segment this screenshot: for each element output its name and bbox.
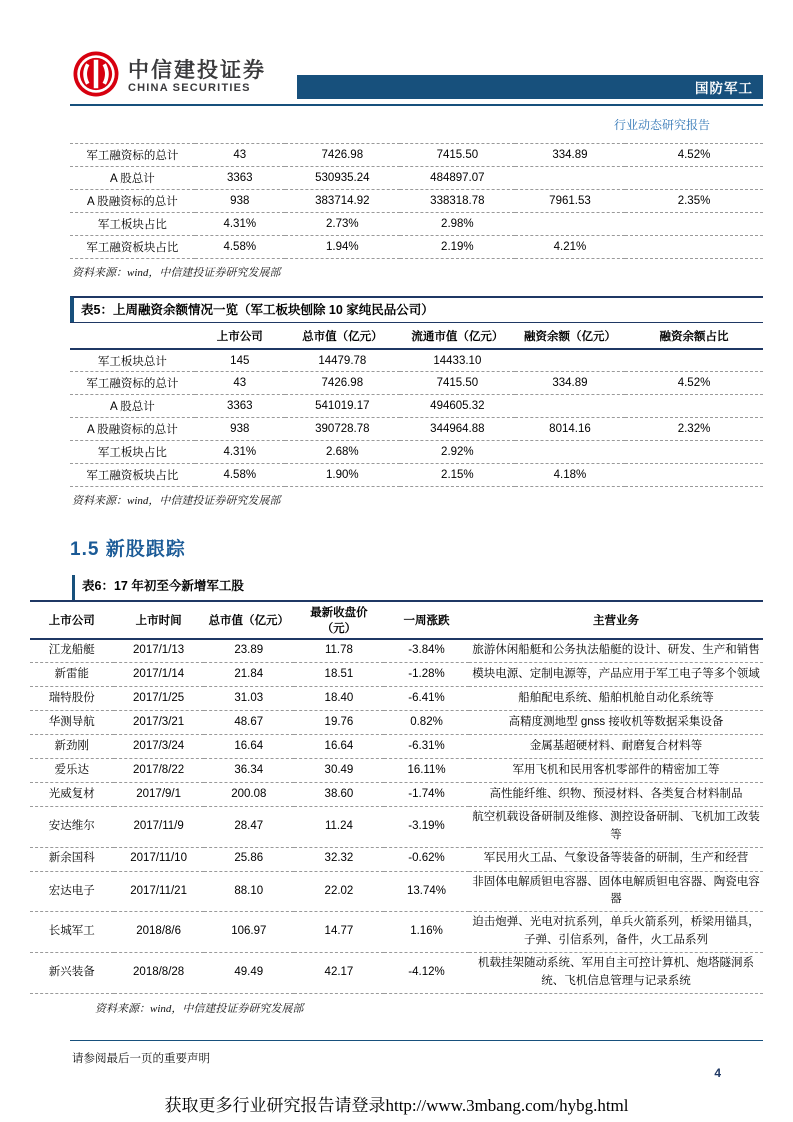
table-cell: -3.84% xyxy=(384,639,469,663)
table-cell: A 股融资标的总计 xyxy=(70,190,195,213)
table-cell: 7426.98 xyxy=(285,144,400,167)
table-header-cell: 一周涨跌 xyxy=(384,601,469,639)
table-cell: 4.58% xyxy=(195,236,285,259)
table-cell: 14479.78 xyxy=(285,349,400,372)
main-content xyxy=(30,143,763,1016)
table5-source: 资料来源：wind，中信建投证券研究发展部 xyxy=(72,495,281,508)
table-header-cell: 上市时间 xyxy=(114,601,204,639)
table-cell: 军工板块占比 xyxy=(70,441,195,464)
table-cell: 42.17 xyxy=(294,952,384,993)
table-cell: 541019.17 xyxy=(285,395,400,418)
table-cell xyxy=(625,395,763,418)
table-cell xyxy=(625,167,763,190)
table-cell: 瑞特股份 xyxy=(30,687,114,711)
table-header-row xyxy=(30,601,763,639)
table-row xyxy=(70,395,763,418)
table-cell: 2018/8/28 xyxy=(114,952,204,993)
table-cell: 8014.16 xyxy=(515,418,625,441)
table-cell: 长城军工 xyxy=(30,912,114,953)
table-cell: -3.19% xyxy=(384,807,469,848)
table-cell: 2.19% xyxy=(400,236,515,259)
company-name-cn: 中信建投证券 xyxy=(128,58,266,82)
table-cell: 2018/8/6 xyxy=(114,912,204,953)
table-cell: 2.98% xyxy=(400,213,515,236)
table-cell xyxy=(625,213,763,236)
table-header-cell: 最新收盘价（元） xyxy=(294,601,384,639)
footer-disclaimer: 请参阅最后一页的重要声明 xyxy=(72,1053,210,1065)
table-cell: A 股总计 xyxy=(70,167,195,190)
table-cell: 江龙船艇 xyxy=(30,639,114,663)
table-row xyxy=(30,639,763,663)
table-cell: 船舶配电系统、船舶机舱自动化系统等 xyxy=(469,687,763,711)
table-cell: 383714.92 xyxy=(285,190,400,213)
table-cell: -1.74% xyxy=(384,783,469,807)
table-cell: 光威复材 xyxy=(30,783,114,807)
table-row xyxy=(30,871,763,912)
table6-block xyxy=(30,575,763,1015)
category-banner xyxy=(297,75,763,99)
table-cell: 4.58% xyxy=(195,464,285,487)
table-cell: 2.15% xyxy=(400,464,515,487)
table-cell: -6.41% xyxy=(384,687,469,711)
table-cell: 484897.07 xyxy=(400,167,515,190)
table-row xyxy=(70,441,763,464)
table-row xyxy=(30,687,763,711)
table5 xyxy=(70,322,763,487)
table-cell: 华测导航 xyxy=(30,711,114,735)
table-row xyxy=(70,236,763,259)
table-cell: 49.49 xyxy=(204,952,294,993)
table-row xyxy=(70,418,763,441)
table-header-cell xyxy=(70,323,195,349)
table-cell: 金属基超硬材料、耐磨复合材料等 xyxy=(469,735,763,759)
table-cell: 2017/11/21 xyxy=(114,871,204,912)
table5-title: 表5：上周融资余额情况一览（军工板块刨除 10 家纯民品公司） xyxy=(70,296,763,322)
table-cell: 军民用火工品、气象设备等装备的研制，生产和经营 xyxy=(469,847,763,871)
table-cell: 军工融资板块占比 xyxy=(70,464,195,487)
table-cell: 88.10 xyxy=(204,871,294,912)
table-cell xyxy=(515,349,625,372)
category-label: 国防军工 xyxy=(695,81,753,96)
header-divider xyxy=(70,104,763,106)
table-cell: 2017/1/13 xyxy=(114,639,204,663)
table-cell: 14.77 xyxy=(294,912,384,953)
table-row xyxy=(70,464,763,487)
table-cell: 145 xyxy=(195,349,285,372)
table-cell: 2017/1/14 xyxy=(114,663,204,687)
table-row xyxy=(70,349,763,372)
table-cell: 48.67 xyxy=(204,711,294,735)
table-cell: 11.78 xyxy=(294,639,384,663)
table-cell xyxy=(625,236,763,259)
table-row xyxy=(30,912,763,953)
table-cell: 高精度测地型 gnss 接收机等数据采集设备 xyxy=(469,711,763,735)
table-cell: 新雷能 xyxy=(30,663,114,687)
table-row xyxy=(30,711,763,735)
table-cell: -4.12% xyxy=(384,952,469,993)
table-cell: 1.16% xyxy=(384,912,469,953)
table-row xyxy=(30,807,763,848)
table-cell: 938 xyxy=(195,418,285,441)
table-cell: 30.49 xyxy=(294,759,384,783)
table-cell: 新余国科 xyxy=(30,847,114,871)
table-cell: 338318.78 xyxy=(400,190,515,213)
table-row xyxy=(30,952,763,993)
table-cell: 航空机载设备研制及维修、测控设备研制、飞机加工改装等 xyxy=(469,807,763,848)
table-cell: 7415.50 xyxy=(400,372,515,395)
table-cell: 2017/11/9 xyxy=(114,807,204,848)
table-row xyxy=(70,144,763,167)
company-name xyxy=(128,59,266,94)
table-cell: 390728.78 xyxy=(285,418,400,441)
table-cell: 334.89 xyxy=(515,144,625,167)
table-cell: 军工融资标的总计 xyxy=(70,144,195,167)
table-row xyxy=(70,372,763,395)
table-cell: 新兴装备 xyxy=(30,952,114,993)
table-cell: 334.89 xyxy=(515,372,625,395)
report-type-label: 行业动态研究报告 xyxy=(613,118,710,132)
table-cell: 2017/8/22 xyxy=(114,759,204,783)
table-cell: 新劲刚 xyxy=(30,735,114,759)
table-cell: 23.89 xyxy=(204,639,294,663)
table-row xyxy=(30,735,763,759)
table-cell: 1.94% xyxy=(285,236,400,259)
table-cell: 14433.10 xyxy=(400,349,515,372)
table-cell: 2017/9/1 xyxy=(114,783,204,807)
table-cell: 31.03 xyxy=(204,687,294,711)
table-header-row xyxy=(70,323,763,349)
table-cell: 19.76 xyxy=(294,711,384,735)
table-cell: 22.02 xyxy=(294,871,384,912)
table-cell: 2.35% xyxy=(625,190,763,213)
table4-block xyxy=(70,143,763,280)
promo-banner: 获取更多行业研究报告请登录http://www.3mbang.com/hybg.html xyxy=(164,1096,629,1115)
table-cell: 18.51 xyxy=(294,663,384,687)
table-cell: 4.31% xyxy=(195,213,285,236)
table-cell: 迫击炮弹、光电对抗系列，单兵火箭系列，桥梁用锚具，子弹、引信系列，备件，火工品系列 xyxy=(469,912,763,953)
table-cell: 2.73% xyxy=(285,213,400,236)
table-cell: 军工板块占比 xyxy=(70,213,195,236)
table-cell: 7426.98 xyxy=(285,372,400,395)
table-cell: 2017/3/24 xyxy=(114,735,204,759)
company-name-en: CHINA SECURITIES xyxy=(128,82,251,95)
table-cell xyxy=(515,167,625,190)
table-cell: 2.68% xyxy=(285,441,400,464)
table-header-cell: 上市公司 xyxy=(30,601,114,639)
table-cell xyxy=(625,441,763,464)
table-cell xyxy=(625,349,763,372)
table-cell: 7415.50 xyxy=(400,144,515,167)
table-cell: 2.32% xyxy=(625,418,763,441)
table-cell: 1.90% xyxy=(285,464,400,487)
table-cell: 32.32 xyxy=(294,847,384,871)
table-cell: -1.28% xyxy=(384,663,469,687)
table-cell: 18.40 xyxy=(294,687,384,711)
table-cell: 28.47 xyxy=(204,807,294,848)
table-cell: 11.24 xyxy=(294,807,384,848)
table5-block xyxy=(70,296,763,508)
company-logo xyxy=(72,50,266,103)
table-cell xyxy=(515,441,625,464)
table-cell: 机载挂架随动系统、军用自主可控计算机、炮塔隧洞系统、飞机信息管理与记录系统 xyxy=(469,952,763,993)
table6-source: 资料来源：wind，中信建投证券研究发展部 xyxy=(95,1002,304,1015)
table5-header xyxy=(70,323,763,349)
company-logo-icon xyxy=(72,50,120,103)
table-cell: 安达维尔 xyxy=(30,807,114,848)
table-row xyxy=(30,663,763,687)
table-cell: 4.52% xyxy=(625,144,763,167)
table-cell: 200.08 xyxy=(204,783,294,807)
table-header-cell: 总市值（亿元） xyxy=(285,323,400,349)
table-cell: 7961.53 xyxy=(515,190,625,213)
table-cell: 38.60 xyxy=(294,783,384,807)
table-cell: 爱乐达 xyxy=(30,759,114,783)
table-header-cell: 主营业务 xyxy=(469,601,763,639)
table-cell: 军工融资标的总计 xyxy=(70,372,195,395)
table-cell: 3363 xyxy=(195,167,285,190)
table-cell: 军用飞机和民用客机零部件的精密加工等 xyxy=(469,759,763,783)
table-cell: 530935.24 xyxy=(285,167,400,190)
section-title: 1.5 新股跟踪 xyxy=(70,539,186,561)
table-header-cell: 融资余额（亿元） xyxy=(515,323,625,349)
table4-source: 资料来源：wind，中信建投证券研究发展部 xyxy=(72,267,281,279)
table-cell: -0.62% xyxy=(384,847,469,871)
table-cell: 16.64 xyxy=(294,735,384,759)
table-cell xyxy=(515,213,625,236)
table-cell: 106.97 xyxy=(204,912,294,953)
table-cell: 43 xyxy=(195,144,285,167)
table-cell: 0.82% xyxy=(384,711,469,735)
table6-header xyxy=(30,601,763,639)
table-cell: 25.86 xyxy=(204,847,294,871)
table-cell: 4.52% xyxy=(625,372,763,395)
table-header-cell: 总市值（亿元） xyxy=(204,601,294,639)
table-row xyxy=(70,167,763,190)
table-cell: 13.74% xyxy=(384,871,469,912)
table-cell: 高性能纤维、织物、预浸材料、各类复合材料制品 xyxy=(469,783,763,807)
table-cell: 494605.32 xyxy=(400,395,515,418)
table-row xyxy=(70,213,763,236)
table-cell: 21.84 xyxy=(204,663,294,687)
table-cell: 旅游休闲船艇和公务执法船艇的设计、研发、生产和销售 xyxy=(469,639,763,663)
table-cell: 军工板块总计 xyxy=(70,349,195,372)
table-row xyxy=(30,783,763,807)
table-cell: 非固体电解质钽电容器、固体电解质钽电容器、陶瓷电容器 xyxy=(469,871,763,912)
table-row xyxy=(30,759,763,783)
table-cell: 2017/1/25 xyxy=(114,687,204,711)
table-cell: 2017/11/10 xyxy=(114,847,204,871)
table-cell xyxy=(515,395,625,418)
table-cell: 3363 xyxy=(195,395,285,418)
table-cell: 军工融资板块占比 xyxy=(70,236,195,259)
table-cell: 4.21% xyxy=(515,236,625,259)
table-header-cell: 融资余额占比 xyxy=(625,323,763,349)
page-number: 4 xyxy=(714,1066,721,1080)
table-cell: 43 xyxy=(195,372,285,395)
table-cell xyxy=(625,464,763,487)
table6-title: 表6：17 年初至今新增军工股 xyxy=(72,575,763,599)
table-cell: 16.11% xyxy=(384,759,469,783)
table-cell: 344964.88 xyxy=(400,418,515,441)
table-cell: 4.18% xyxy=(515,464,625,487)
table-cell: 2.92% xyxy=(400,441,515,464)
table-row xyxy=(70,190,763,213)
table-cell: 模块电源、定制电源等，产品应用于军工电子等多个领域 xyxy=(469,663,763,687)
table-cell: 16.64 xyxy=(204,735,294,759)
table-header-cell: 流通市值（亿元） xyxy=(400,323,515,349)
footer-divider xyxy=(70,1040,763,1041)
table4 xyxy=(70,143,763,259)
table-cell: A 股总计 xyxy=(70,395,195,418)
table-row xyxy=(30,847,763,871)
table-cell: 36.34 xyxy=(204,759,294,783)
table-cell: 938 xyxy=(195,190,285,213)
table-cell: 2017/3/21 xyxy=(114,711,204,735)
table-cell: 宏达电子 xyxy=(30,871,114,912)
table-cell: A 股融资标的总计 xyxy=(70,418,195,441)
table-cell: 4.31% xyxy=(195,441,285,464)
table-cell: -6.31% xyxy=(384,735,469,759)
table6 xyxy=(30,600,763,994)
table-header-cell: 上市公司 xyxy=(195,323,285,349)
